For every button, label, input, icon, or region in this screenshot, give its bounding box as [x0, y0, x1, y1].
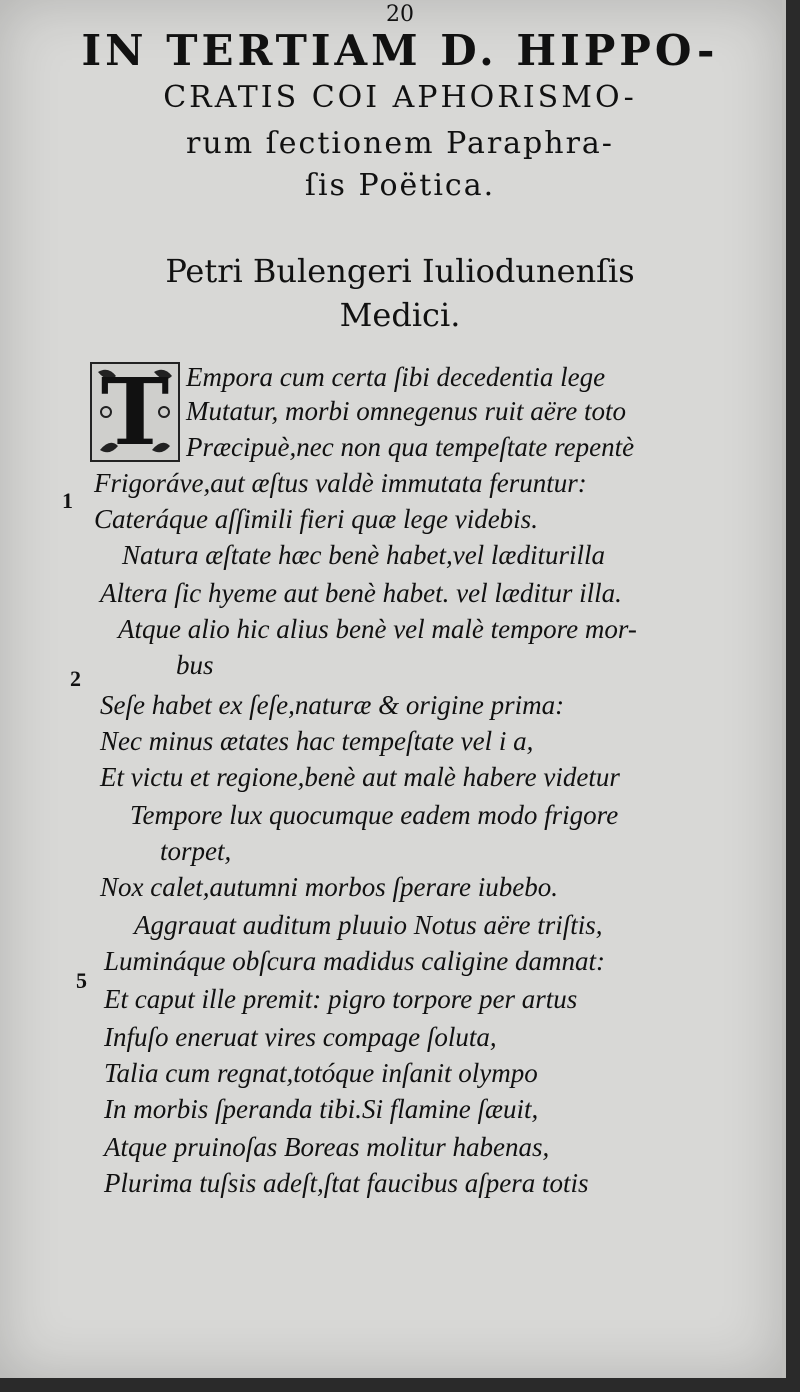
verse-line: Nec minus ætates hac tempeſtate vel i a,: [100, 726, 534, 756]
verse-line: Tempore lux quocumque eadem modo frigore: [130, 800, 619, 830]
page-number: 20: [386, 2, 414, 27]
verse-line: Et caput ille premit: pigro torpore per artus: [104, 984, 578, 1014]
verse-line: Empora cum certa ſibi decedentia lege: [186, 362, 606, 392]
verse-line: Natura æſtate hæc benè habet,vel læditurilla: [122, 540, 605, 570]
margin-number: 2: [70, 666, 81, 691]
verse-line: Talia cum regnat,totóque inſanit olympo: [104, 1058, 538, 1088]
decorated-initial: [90, 358, 180, 466]
verse-line: torpet,: [160, 836, 232, 866]
title-line-4: ſis Poëtica.: [304, 168, 496, 203]
author-line-2: Medici.: [339, 296, 461, 334]
author-line-1: Petri Bulengeri Iuliodunenſis: [165, 252, 635, 290]
verse-line: Atque pruinoſas Boreas molitur habenas,: [104, 1132, 550, 1162]
verse-line: Aggrauat auditum pluuio Notus aëre triſtis,: [134, 910, 603, 940]
verse-line: Infuſo eneruat vires compage ſoluta,: [104, 1022, 497, 1052]
verse-line: Altera ſic hyeme aut benè habet. vel læditur illa.: [100, 578, 622, 608]
verse-line: Atque alio hic alius benè vel malè tempore mor-: [118, 614, 637, 644]
margin-number: 1: [62, 488, 73, 513]
margin-number: 5: [76, 968, 87, 993]
verse-line: In morbis ſperanda tibi.Si flamine ſæuit,: [104, 1094, 539, 1124]
verse-line: Seſe habet ex ſeſe,naturæ & origine prima:: [100, 690, 565, 720]
title-line-3: rum ſectionem Paraphra-: [186, 126, 614, 161]
verse-line: Nox calet,autumni morbos ſperare iubebo.: [100, 872, 558, 902]
verse-line: Lumináque obſcura madidus caligine damnat:: [104, 946, 605, 976]
verse-line: Cateráque aſſimili fieri quæ lege videbis.: [94, 504, 538, 534]
verse-line: Mutatur, morbi omnegenus ruit aëre toto: [186, 396, 626, 426]
verse-line: bus: [176, 650, 214, 680]
verse-line: Plurima tuſsis adeſt,ſtat faucibus aſpera totis: [104, 1168, 589, 1198]
verse-line: Et victu et regione,benè aut malè habere videtur: [100, 762, 620, 792]
verse-line: Frigoráve,aut æſtus valdè immutata feruntur:: [94, 468, 587, 498]
title-line-2: CRATIS COI APHORISMO-: [163, 80, 637, 115]
verse-line: Præcipuè,nec non qua tempeſtate repentè: [186, 432, 635, 462]
initial-letter: T: [100, 358, 170, 466]
title-line-1: IN TERTIAM D. HIPPO-: [81, 26, 719, 75]
